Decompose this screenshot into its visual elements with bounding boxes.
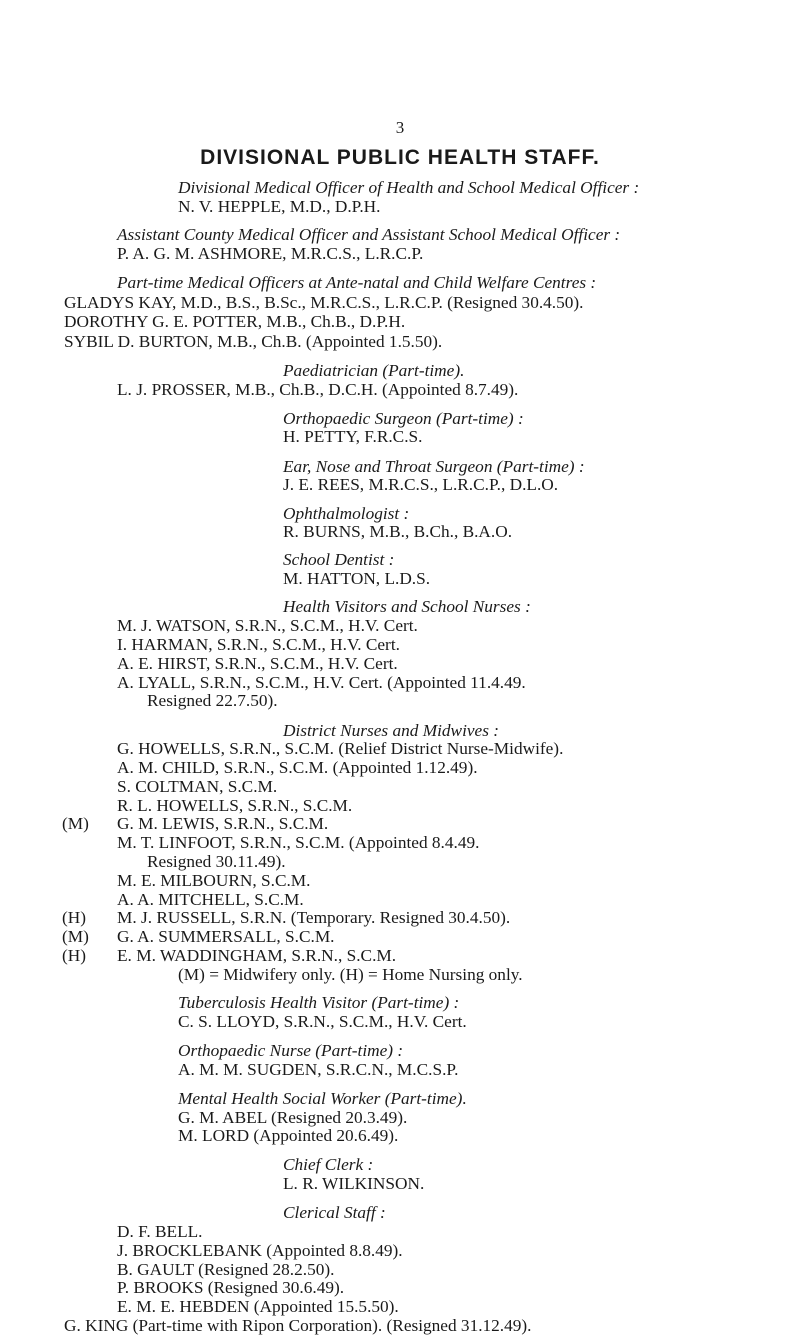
text-line: G. M. ABEL (Resigned 20.3.49).	[178, 1108, 408, 1127]
section-heading: Tuberculosis Health Visitor (Part-time) :	[178, 993, 460, 1012]
text-line: M. J. WATSON, S.R.N., S.C.M., H.V. Cert.	[117, 616, 418, 635]
margin-mark: (H)	[62, 946, 86, 965]
margin-mark: (M)	[62, 927, 89, 946]
text-line: SYBIL D. BURTON, M.B., Ch.B. (Appointed 1.5.50).	[64, 332, 443, 351]
text-line: I. HARMAN, S.R.N., S.C.M., H.V. Cert.	[117, 635, 400, 654]
text-line: N. V. HEPPLE, M.D., D.P.H.	[178, 197, 381, 216]
text-line: H. PETTY, F.R.C.S.	[283, 427, 423, 446]
text-line: A. M. CHILD, S.R.N., S.C.M. (Appointed 1.12.49).	[117, 758, 478, 777]
section-heading: Clerical Staff :	[283, 1203, 386, 1222]
text-line: E. M. WADDINGHAM, S.R.N., S.C.M.	[117, 946, 397, 965]
text-line: A. LYALL, S.R.N., S.C.M., H.V. Cert. (Appointed 11.4.49.	[117, 673, 526, 692]
text-line: J. BROCKLEBANK (Appointed 8.8.49).	[117, 1241, 403, 1260]
text-line: S. COLTMAN, S.C.M.	[117, 777, 278, 796]
section-heading: Mental Health Social Worker (Part-time).	[178, 1089, 467, 1108]
text-line: G. HOWELLS, S.R.N., S.C.M. (Relief District Nurse-Midwife).	[117, 739, 564, 758]
text-line: M. HATTON, L.D.S.	[283, 569, 431, 588]
section-heading: Ear, Nose and Throat Surgeon (Part-time) :	[283, 457, 585, 476]
text-line: (M) = Midwifery only. (H) = Home Nursing only.	[178, 965, 523, 984]
text-line: L. J. PROSSER, M.B., Ch.B., D.C.H. (Appointed 8.7.49).	[117, 380, 519, 399]
section-heading: Orthopaedic Surgeon (Part-time) :	[283, 409, 524, 428]
text-line: P. BROOKS (Resigned 30.6.49).	[117, 1278, 345, 1297]
text-line: Resigned 30.11.49).	[147, 852, 286, 871]
text-line: M. LORD (Appointed 20.6.49).	[178, 1126, 399, 1145]
page-number: 3	[395, 118, 405, 137]
text-line: Resigned 22.7.50).	[147, 691, 278, 710]
text-line: M. J. RUSSELL, S.R.N. (Temporary. Resigned 30.4.50).	[117, 908, 511, 927]
text-line: J. E. REES, M.R.C.S., L.R.C.P., D.L.O.	[283, 475, 559, 494]
text-line: P. A. G. M. ASHMORE, M.R.C.S., L.R.C.P.	[117, 244, 424, 263]
text-line: C. S. LLOYD, S.R.N., S.C.M., H.V. Cert.	[178, 1012, 467, 1031]
text-line: R. BURNS, M.B., B.Ch., B.A.O.	[283, 522, 513, 541]
text-line: G. KING (Part-time with Ripon Corporation). (Resigned 31.12.49).	[64, 1316, 532, 1335]
text-line: E. M. E. HEBDEN (Appointed 15.5.50).	[117, 1297, 399, 1316]
text-line: M. E. MILBOURN, S.C.M.	[117, 871, 311, 890]
section-heading: Chief Clerk :	[283, 1155, 374, 1174]
text-line: A. M. M. SUGDEN, S.R.C.N., M.C.S.P.	[178, 1060, 459, 1079]
text-line: B. GAULT (Resigned 28.2.50).	[117, 1260, 335, 1279]
section-heading: Ophthalmologist :	[283, 504, 410, 523]
section-heading: Orthopaedic Nurse (Part-time) :	[178, 1041, 404, 1060]
text-line: R. L. HOWELLS, S.R.N., S.C.M.	[117, 796, 353, 815]
text-line: G. M. LEWIS, S.R.N., S.C.M.	[117, 814, 329, 833]
section-heading: Paediatrician (Part-time).	[283, 361, 465, 380]
section-heading: District Nurses and Midwives :	[283, 721, 500, 740]
section-heading: Divisional Medical Officer of Health and School Medical Officer :	[178, 178, 640, 197]
text-line: G. A. SUMMERSALL, S.C.M.	[117, 927, 335, 946]
text-line: D. F. BELL.	[117, 1222, 203, 1241]
margin-mark: (M)	[62, 814, 89, 833]
section-heading: Assistant County Medical Officer and Assistant School Medical Officer :	[117, 225, 621, 244]
section-heading: School Dentist :	[283, 550, 395, 569]
text-line: L. R. WILKINSON.	[283, 1174, 425, 1193]
text-line: GLADYS KAY, M.D., B.S., B.Sc., M.R.C.S., L.R.C.P. (Resigned 30.4.50).	[64, 293, 584, 312]
text-line: A. E. HIRST, S.R.N., S.C.M., H.V. Cert.	[117, 654, 398, 673]
text-line: DOROTHY G. E. POTTER, M.B., Ch.B., D.P.H.	[64, 312, 406, 331]
page-title: DIVISIONAL PUBLIC HEALTH STAFF.	[200, 146, 600, 169]
text-line: A. A. MITCHELL, S.C.M.	[117, 890, 304, 909]
margin-mark: (H)	[62, 908, 86, 927]
section-heading: Part-time Medical Officers at Ante-natal and Child Welfare Centres :	[117, 273, 597, 292]
section-heading: Health Visitors and School Nurses :	[283, 597, 531, 616]
text-line: M. T. LINFOOT, S.R.N., S.C.M. (Appointed 8.4.49.	[117, 833, 480, 852]
